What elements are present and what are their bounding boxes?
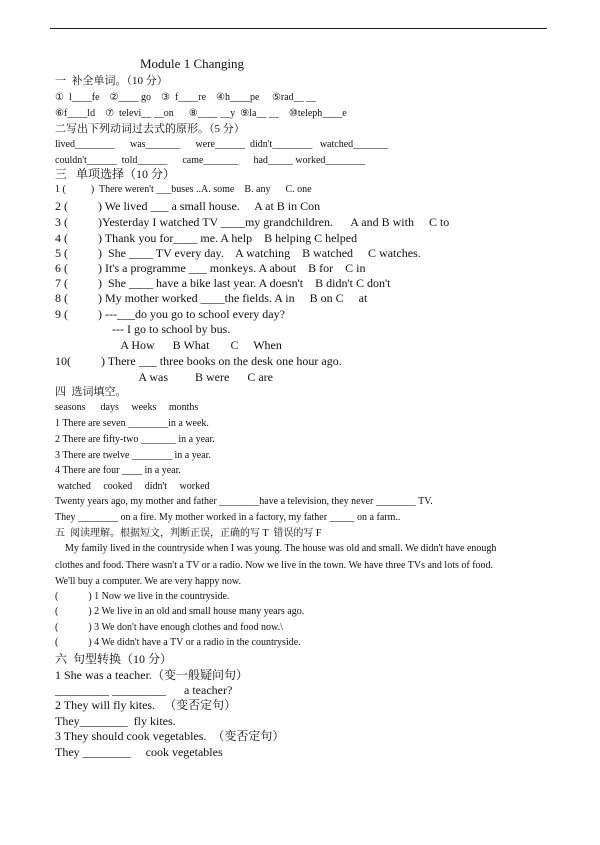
section-2-heading: 二写出下列动词过去式的原形。（5 分） <box>55 123 245 135</box>
section-4-heading: 四 选词填空。 <box>55 386 127 398</box>
transform-3: 3 They should cook vegetables. （变否定句） <box>55 729 285 743</box>
section-1-heading: 一 补全单词。（10 分） <box>55 75 168 87</box>
question-2: 2 ( ) We lived ___ a small house. A at B in Con <box>55 199 321 213</box>
fill-5: Twenty years ago, my mother and father ________have a television, they never ________ TV. <box>55 496 433 507</box>
fill-3: 3 There are twelve ________ in a year. <box>55 450 211 461</box>
passage-line-1: My family lived in the countryside when I was young. The house was old and small. We didn't have enough <box>55 543 497 554</box>
question-9-options: A How B What C When <box>55 338 282 352</box>
section-1-row-1: ① l____fe ②____ go ③ f____re ④h____pe ⑤rad__ __ <box>55 92 317 103</box>
section-3-heading: 三 单项选择（10 分） <box>55 167 176 181</box>
section-2-row-1: lived________ was_______ were______ didn't________ watched_______ <box>55 139 389 150</box>
transform-1: 1 She was a teacher.（变一般疑问句） <box>55 668 248 682</box>
transform-1-answer: _________ _________ a teacher? <box>55 683 233 697</box>
question-10-options: A was B were C are <box>55 370 273 384</box>
word-bank-1: seasons days weeks months <box>55 402 199 413</box>
judge-2: ( ) 2 We live in an old and small house many years ago. <box>55 606 305 617</box>
question-10: 10( ) There ___ three books on the desk one hour ago. <box>55 354 342 368</box>
passage-line-2: clothes and food. There wasn't a TV or a radio. Now we live in the town. We have three TVs and lots of food. <box>55 560 494 571</box>
transform-3-answer: They ________ cook vegetables <box>55 745 223 759</box>
passage-line-3: We'll buy a computer. We are very happy now. <box>55 576 241 587</box>
transform-2-answer: They________ fly kites. <box>55 714 176 728</box>
question-5: 5 ( ) She ____ TV every day. A watching B watched C watches. <box>55 246 421 260</box>
question-9-answer: --- I go to school by bus. <box>55 322 231 336</box>
word-bank-2: watched cooked didn't worked <box>55 481 210 492</box>
question-6: 6 ( ) It's a programme ___ monkeys. A about B for C in <box>55 261 366 275</box>
section-1-row-2: ⑥f____ld ⑦ televi__ __on ⑧____ __y ⑨la__ __ ⑩teleph____e <box>55 108 347 119</box>
section-5-heading: 五 阅读理解。根据短文，判断正误，正确的写 T 错误的写 F <box>55 528 322 539</box>
question-1: 1 ( ) There weren't ___buses ..A. some B. any C. one <box>55 184 312 195</box>
judge-4: ( ) 4 We didn't have a TV or a radio in the countryside. <box>55 637 301 648</box>
section-6-heading: 六 句型转换（10 分） <box>55 652 173 666</box>
fill-1: 1 There are seven ________in a week. <box>55 418 209 429</box>
question-7: 7 ( ) She ____ have a bike last year. A doesn't B didn't C don't <box>55 276 391 290</box>
question-8: 8 ( ) My mother worked ____the fields. A in B on C at <box>55 291 368 305</box>
transform-2: 2 They will fly kites. （变否定句） <box>55 698 237 712</box>
question-4: 4 ( ) Thank you for____ me. A help B helping C helped <box>55 231 358 245</box>
judge-1: ( ) 1 Now we live in the countryside. <box>55 591 230 602</box>
fill-6: They ________ on a fire. My mother worked in a factory, my father _____ on a farm.. <box>55 512 401 523</box>
document-title: Module 1 Changing <box>140 56 244 71</box>
question-9: 9 ( ) ---___do you go to school every day? <box>55 307 285 321</box>
section-2-row-2: couldn't______ told______ came_______ had_____ worked________ <box>55 155 366 166</box>
fill-4: 4 There are four ____ in a year. <box>55 465 181 476</box>
question-3: 3 ( )Yesterday I watched TV ____my grandchildren. A and B with C to <box>55 215 450 229</box>
judge-3: ( ) 3 We don't have enough clothes and food now.\ <box>55 622 283 633</box>
top-rule <box>50 28 547 29</box>
fill-2: 2 There are fifty-two _______ in a year. <box>55 434 215 445</box>
